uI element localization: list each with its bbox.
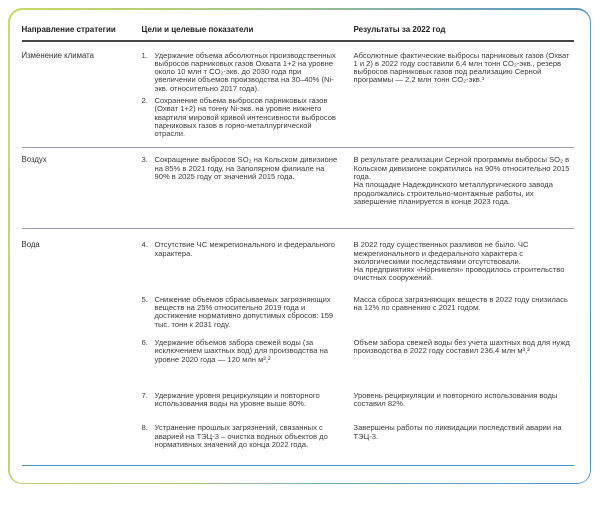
goal-number: 3.: [141, 155, 148, 165]
goal-text: Сокращение выбросов SO₂ на Кольском дивизионе на 85% в 2021 году, на Заполярном филиале на 90% в 2025 году от значений 2015 года.: [154, 155, 338, 182]
results-cell: [354, 52, 574, 143]
goal-text: Удержание объемов забора свежей воды (за исключением шахтных вод) для производства на уровне 2020 года — 120 млн м³,²: [154, 337, 328, 364]
results-cell: [354, 296, 574, 333]
goal-result-pair: [142, 424, 574, 453]
goal-item: [142, 424, 340, 449]
table-header-row: [22, 23, 574, 42]
goal-result-pair: [142, 339, 574, 368]
result-paragraph: Абсолютные фактические выбросы парниковых газов (Охват 1 и 2) в 2022 году составили 6,4 млн тонн CO₂-экв., резерв выбросов парниковых газов под реализацию Серной программы — 2,2 млн тонн CO₂-экв.¹: [353, 50, 570, 85]
result-paragraph: В 2022 году существенных разливов не было. ЧС межрегионального и федерального характера с экологическими последствиями отсутствовали.: [353, 240, 529, 266]
goal-item: [142, 296, 340, 329]
gradient-border-card: [8, 8, 591, 484]
goal-number: 2.: [141, 95, 148, 105]
row-air: [22, 148, 574, 229]
goal-text: Удержание объема абсолютных производственных выбросов парниковых газов Охвата 1+2 на уровне около 10 млн т CO₂-экв. до 2030 года при увеличении объемов производства на 30–40% (Ni-экв. относительно 2017 года).: [154, 50, 336, 93]
results-cell: [354, 424, 574, 453]
result-paragraph: Масса сброса загрязняющих веществ в 2022 году снизилась на 12% по сравнению с 2021 годом.: [353, 294, 568, 313]
row-climate-change: [22, 42, 574, 149]
goal-item: [142, 52, 340, 93]
goal-text: Отсутствие ЧС межрегионального и федерального характера.: [154, 240, 335, 258]
goal-item: [142, 339, 340, 364]
goal-result-pair: [142, 241, 574, 282]
goals-cell: [142, 296, 354, 333]
results-cell: [354, 392, 574, 413]
results-cell: [354, 241, 574, 282]
result-paragraph: В результате реализации Серной программы выбросы SO₂ в Кольском дивизионе сократились на 90% относительно 2015 года.: [353, 155, 570, 182]
goal-number: 1.: [141, 50, 148, 60]
direction-label: Воздух: [21, 155, 47, 165]
direction-label: Вода: [21, 240, 40, 250]
row-water: [22, 229, 574, 466]
header-goals: Цели и целевые показатели: [141, 24, 254, 34]
header-direction: Направление стратегии: [21, 24, 116, 34]
goal-result-pairs: [142, 241, 574, 453]
result-paragraph: Объем забора свежей воды без учета шахтных вод для нужд производства в 2022 году составил 236,4 млн м³,³: [353, 337, 570, 356]
goals-cell: [142, 241, 354, 282]
goal-result-pair: [142, 392, 574, 413]
header-results: Результаты за 2022 год: [353, 24, 446, 34]
goal-number: 6.: [141, 337, 148, 347]
goals-cell: [142, 52, 354, 143]
strategy-table: [10, 10, 590, 483]
result-paragraph: На площадке Надеждинского металлургического завода продолжались строительно-монтажные работы, их завершение планируется в конце 2023 года.: [353, 180, 553, 206]
goal-item: [142, 392, 340, 409]
goal-text: Сохранение объема выбросов парниковых газов (Охват 1+2) на тонну Ni-экв. на уровне нижнего квартиля мировой кривой интенсивности выбросов парниковых газов в горно-металлургической отрасли.: [154, 95, 336, 139]
goals-cell: [142, 156, 354, 206]
goal-result-pair: [142, 296, 574, 333]
goal-number: 4.: [141, 240, 148, 250]
result-paragraph: Уровень рециркуляции и повторного использования воды составил 82%.: [353, 390, 558, 409]
result-paragraph: Завершены работы по ликвидации последствий аварии на ТЭЦ-3.: [353, 423, 562, 441]
goal-text: Удержание уровня рециркуляции и повторного использования воды на уровне выше 80%.: [154, 390, 320, 409]
goal-item: [142, 97, 340, 138]
results-cell: [354, 156, 574, 206]
goals-cell: [142, 339, 354, 368]
goal-item: [142, 241, 340, 258]
goal-text: Устранение прошлых загрязнений, связанных с аварией на ТЭЦ-3 – очистка водных объектов до нормативных значений до конца 2022 года.: [154, 423, 328, 449]
direction-label: Изменение климата: [21, 50, 94, 60]
goal-number: 5.: [141, 294, 148, 304]
result-paragraph: На предприятиях «Норникеля» проводилось строительство очистных сооружений.: [353, 265, 565, 283]
goal-number: 8.: [141, 423, 148, 433]
goal-number: 7.: [141, 390, 148, 400]
goal-text: Снижение объемов сбрасываемых загрязняющих веществ на 25% относительно 2019 года и достижение нормативно допустимых сбросов: 159 тыс. тонн к 2031 году.: [154, 294, 334, 329]
goal-item: [142, 156, 340, 181]
goals-cell: [142, 392, 354, 413]
goals-cell: [142, 424, 354, 453]
results-cell: [354, 339, 574, 368]
